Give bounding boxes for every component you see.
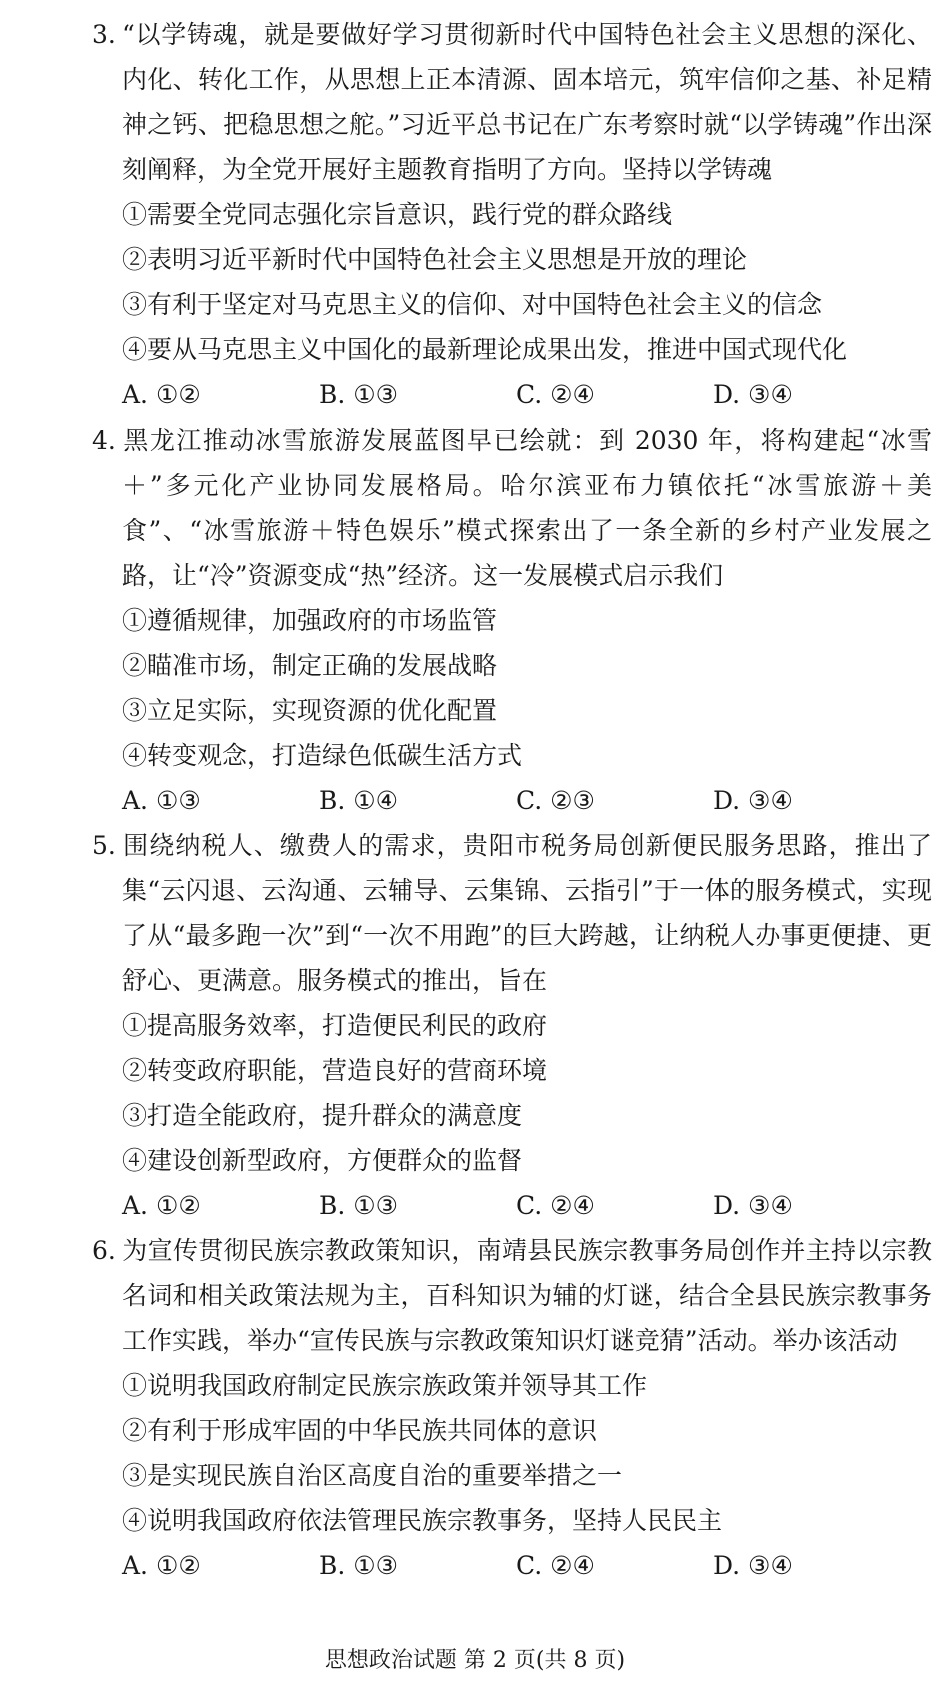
answer-choice-d[interactable]: D. ③④ xyxy=(713,1191,793,1220)
question-text: 为宣传贯彻民族宗教政策知识，南靖县民族宗教事务局创作并主持以宗教名词和相关政策法规为主，百科知识为辅的灯谜，结合全县民族宗教事务工作实践，举办“宣传民族与宗教政策知识灯谜竞猜”活动。举办该活动 xyxy=(122,1236,932,1355)
question-stem xyxy=(92,823,932,1003)
answer-choice-d[interactable]: D. ③④ xyxy=(713,380,793,409)
answer-choices xyxy=(92,778,932,823)
option-item: ②有利于形成牢固的中华民族共同体的意识 xyxy=(122,1416,598,1445)
answer-choice-d[interactable]: D. ③④ xyxy=(713,1551,793,1580)
option-item: ①提高服务效率，打造便民利民的政府 xyxy=(122,1011,548,1040)
option-item: ②转变政府职能，营造良好的营商环境 xyxy=(122,1056,548,1085)
answer-choice-c[interactable]: C. ②③ xyxy=(516,786,595,815)
question-stem xyxy=(92,12,932,192)
question-5 xyxy=(92,823,932,1228)
page-footer: 思想政治试题 第 2 页(共 8 页) xyxy=(324,1648,626,1673)
option-item: ②表明习近平新时代中国特色社会主义思想是开放的理论 xyxy=(122,245,748,274)
answer-choice-c[interactable]: C. ②④ xyxy=(516,380,595,409)
option-item: ②瞄准市场，制定正确的发展战略 xyxy=(122,651,498,680)
option-item: ①需要全党同志强化宗旨意识，践行党的群众路线 xyxy=(122,200,673,229)
answer-choice-d[interactable]: D. ③④ xyxy=(713,786,793,815)
option-item: ④转变观念，打造绿色低碳生活方式 xyxy=(122,741,523,770)
question-number: 5. xyxy=(92,831,116,860)
answer-choice-b[interactable]: B. ①④ xyxy=(319,786,399,815)
question-number: 6. xyxy=(92,1236,116,1265)
answer-choice-a[interactable]: A. ①② xyxy=(122,1191,201,1220)
question-number: 4. xyxy=(92,426,116,455)
question-stem xyxy=(92,418,932,598)
answer-choices xyxy=(92,1543,932,1588)
option-item: ④说明我国政府依法管理民族宗教事务，坚持人民民主 xyxy=(122,1506,723,1535)
question-4 xyxy=(92,418,932,823)
option-item: ③立足实际，实现资源的优化配置 xyxy=(122,696,498,725)
answer-choice-b[interactable]: B. ①③ xyxy=(319,1191,399,1220)
option-item: ③有利于坚定对马克思主义的信仰、对中国特色社会主义的信念 xyxy=(122,290,823,319)
option-item: ①说明我国政府制定民族宗族政策并领导其工作 xyxy=(122,1371,648,1400)
option-item: ③打造全能政府，提升群众的满意度 xyxy=(122,1101,523,1130)
answer-choice-c[interactable]: C. ②④ xyxy=(516,1191,595,1220)
answer-choice-a[interactable]: A. ①② xyxy=(122,1551,201,1580)
answer-choice-b[interactable]: B. ①③ xyxy=(319,1551,399,1580)
question-6 xyxy=(92,1228,932,1588)
question-text: 围绕纳税人、缴费人的需求，贵阳市税务局创新便民服务思路，推出了集“云闪退、云沟通、云辅导、云集锦、云指引”于一体的服务模式，实现了从“最多跑一次”到“一次不用跑”的巨大跨越，让纳税人办事更便捷、更舒心、更满意。服务模式的推出，旨在 xyxy=(122,831,932,995)
question-number: 3. xyxy=(92,20,116,49)
answer-choice-a[interactable]: A. ①② xyxy=(122,380,201,409)
answer-choice-c[interactable]: C. ②④ xyxy=(516,1551,595,1580)
answer-choices xyxy=(92,372,932,417)
option-item: ④建设创新型政府，方便群众的监督 xyxy=(122,1146,523,1175)
answer-choices xyxy=(92,1183,932,1228)
answer-choice-b[interactable]: B. ①③ xyxy=(319,380,399,409)
option-item: ④要从马克思主义中国化的最新理论成果出发，推进中国式现代化 xyxy=(122,335,848,364)
question-3 xyxy=(92,12,932,417)
question-stem xyxy=(92,1228,932,1363)
option-item: ③是实现民族自治区高度自治的重要举措之一 xyxy=(122,1461,623,1490)
question-text: “以学铸魂，就是要做好学习贯彻新时代中国特色社会主义思想的深化、内化、转化工作，从思想上正本清源、固本培元，筑牢信仰之基、补足精神之钙、把稳思想之舵。”习近平总书记在广东考察时就“以学铸魂”作出深刻阐释，为全党开展好主题教育指明了方向。坚持以学铸魂 xyxy=(122,20,932,184)
question-text: 黑龙江推动冰雪旅游发展蓝图早已绘就：到 2030 年，将构建起“冰雪＋”多元化产业协同发展格局。哈尔滨亚布力镇依托“冰雪旅游＋美食”、“冰雪旅游＋特色娱乐”模式探索出了一条全新的乡村产业发展之路，让“冷”资源变成“热”经济。这一发展模式启示我们 xyxy=(122,426,932,590)
option-item: ①遵循规律，加强政府的市场监管 xyxy=(122,606,498,635)
answer-choice-a[interactable]: A. ①③ xyxy=(122,786,201,815)
